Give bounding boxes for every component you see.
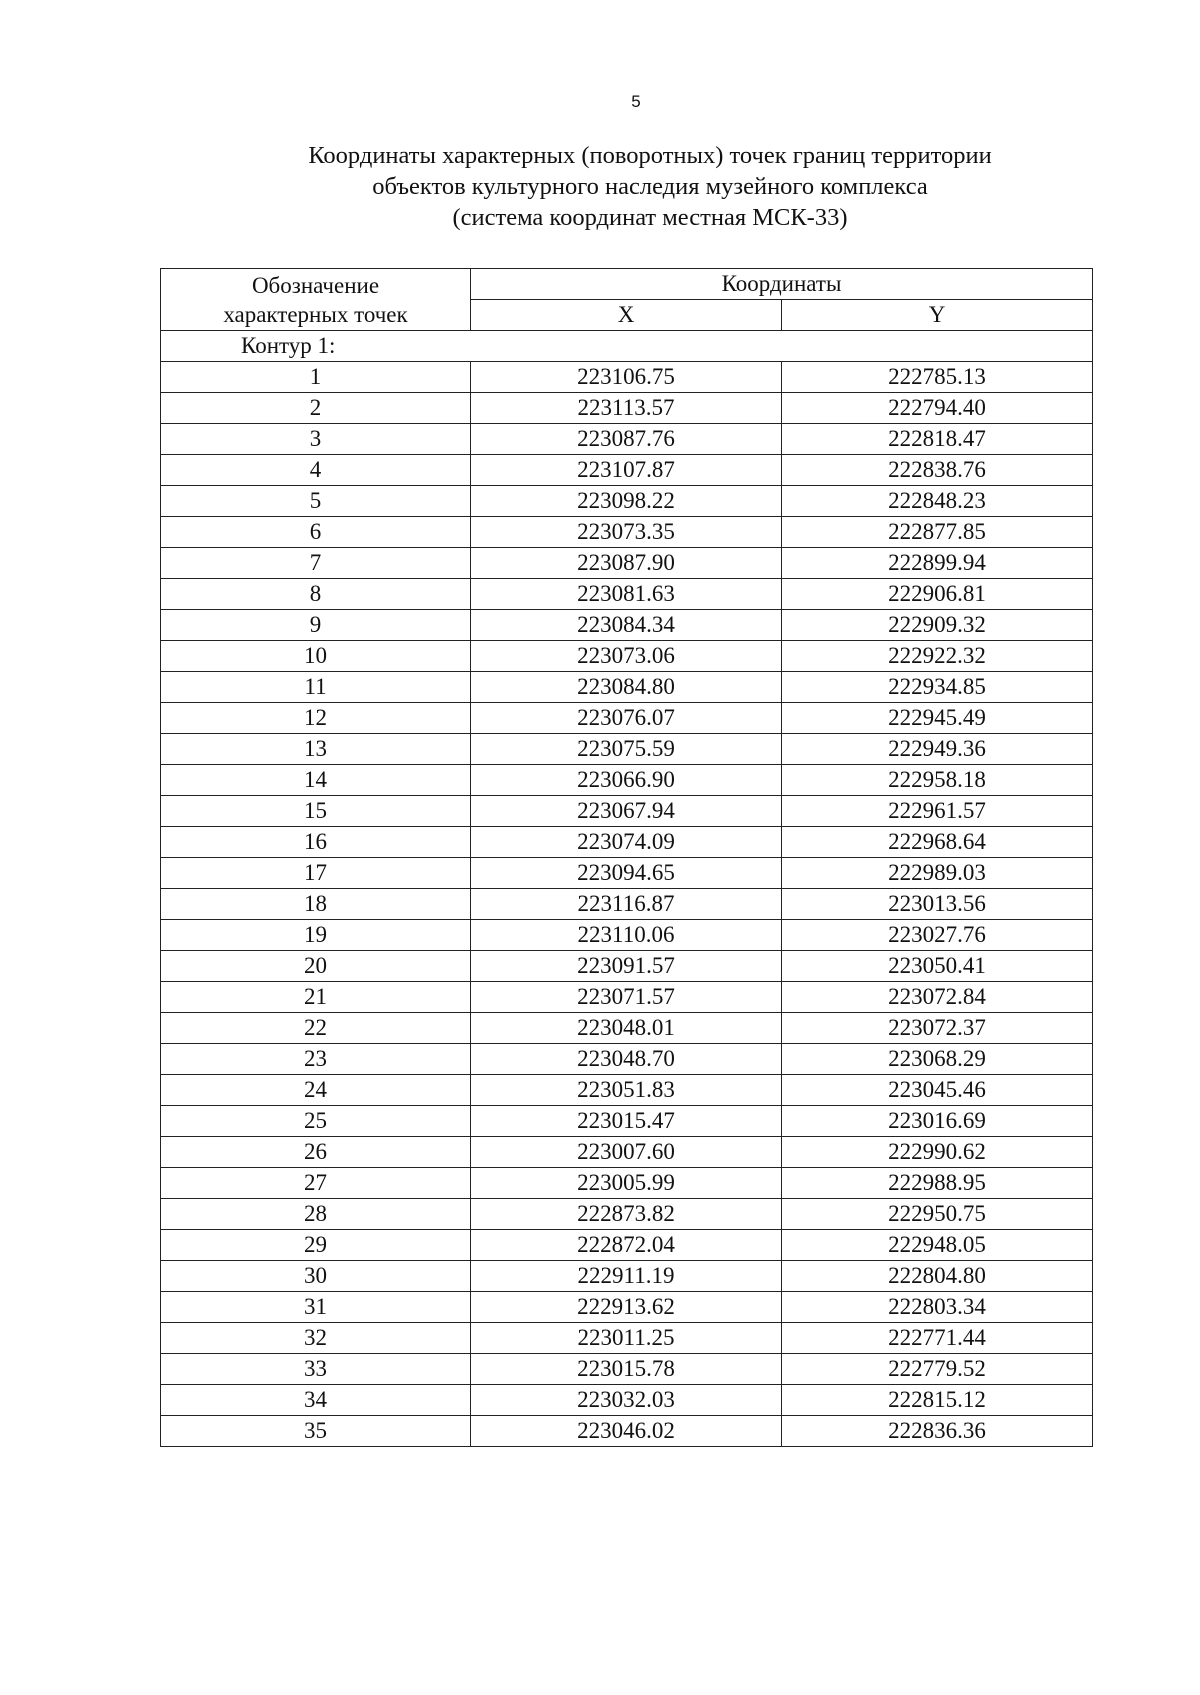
table-row <box>161 1230 1093 1261</box>
point-number-cell: 13 <box>161 734 471 765</box>
x-coordinate-cell: 223007.60 <box>471 1137 782 1168</box>
y-coordinate-cell: 222961.57 <box>782 796 1093 827</box>
point-number-cell: 20 <box>161 951 471 982</box>
y-coordinate-cell: 222804.80 <box>782 1261 1093 1292</box>
x-coordinate-cell: 222911.19 <box>471 1261 782 1292</box>
y-coordinate-cell: 223013.56 <box>782 889 1093 920</box>
point-number-cell: 4 <box>161 455 471 486</box>
x-coordinate-cell: 223073.35 <box>471 517 782 548</box>
y-coordinate-cell: 222771.44 <box>782 1323 1093 1354</box>
y-coordinate-cell: 222803.34 <box>782 1292 1093 1323</box>
table-row <box>161 1323 1093 1354</box>
table-row <box>161 920 1093 951</box>
table-row <box>161 827 1093 858</box>
x-coordinate-cell: 223005.99 <box>471 1168 782 1199</box>
point-number-cell: 25 <box>161 1106 471 1137</box>
point-number-cell: 34 <box>161 1385 471 1416</box>
point-number-cell: 1 <box>161 362 471 393</box>
title-line-1: Координаты характерных (поворотных) точек границ территории <box>308 142 992 169</box>
x-coordinate-cell: 222913.62 <box>471 1292 782 1323</box>
x-coordinate-cell: 223015.78 <box>471 1354 782 1385</box>
x-coordinate-cell: 222872.04 <box>471 1230 782 1261</box>
y-coordinate-cell: 222848.23 <box>782 486 1093 517</box>
y-coordinate-cell: 222948.05 <box>782 1230 1093 1261</box>
table-row <box>161 393 1093 424</box>
x-coordinate-cell: 223066.90 <box>471 765 782 796</box>
point-number-cell: 5 <box>161 486 471 517</box>
y-coordinate-cell: 222906.81 <box>782 579 1093 610</box>
y-coordinate-cell: 222909.32 <box>782 610 1093 641</box>
x-coordinate-cell: 223075.59 <box>471 734 782 765</box>
point-number-cell: 30 <box>161 1261 471 1292</box>
x-coordinate-cell: 223046.02 <box>471 1416 782 1447</box>
x-coordinate-cell: 223084.80 <box>471 672 782 703</box>
table-row <box>161 1199 1093 1230</box>
y-coordinate-cell: 222922.32 <box>782 641 1093 672</box>
y-coordinate-cell: 222934.85 <box>782 672 1093 703</box>
point-number-cell: 23 <box>161 1044 471 1075</box>
point-number-cell: 27 <box>161 1168 471 1199</box>
y-coordinate-cell: 222949.36 <box>782 734 1093 765</box>
point-number-cell: 21 <box>161 982 471 1013</box>
table-row <box>161 765 1093 796</box>
x-coordinate-cell: 223067.94 <box>471 796 782 827</box>
title-line-2: объектов культурного наследия музейного комплекса <box>372 173 928 200</box>
point-number-cell: 33 <box>161 1354 471 1385</box>
y-coordinate-cell: 222815.12 <box>782 1385 1093 1416</box>
x-coordinate-cell: 223073.06 <box>471 641 782 672</box>
y-coordinate-cell: 222838.76 <box>782 455 1093 486</box>
y-coordinate-cell: 222877.85 <box>782 517 1093 548</box>
y-coordinate-cell: 222836.36 <box>782 1416 1093 1447</box>
table-row <box>161 1385 1093 1416</box>
point-number-cell: 3 <box>161 424 471 455</box>
point-number-cell: 35 <box>161 1416 471 1447</box>
table-row <box>161 548 1093 579</box>
y-coordinate-cell: 223027.76 <box>782 920 1093 951</box>
table-row <box>161 1137 1093 1168</box>
table-row <box>161 796 1093 827</box>
point-number-cell: 22 <box>161 1013 471 1044</box>
point-number-cell: 31 <box>161 1292 471 1323</box>
x-coordinate-cell: 223107.87 <box>471 455 782 486</box>
y-coordinate-cell: 222968.64 <box>782 827 1093 858</box>
table-header-row <box>161 269 1093 300</box>
point-number-cell: 24 <box>161 1075 471 1106</box>
table-row <box>161 486 1093 517</box>
point-number-cell: 7 <box>161 548 471 579</box>
point-number-cell: 19 <box>161 920 471 951</box>
x-coordinate-cell: 223076.07 <box>471 703 782 734</box>
y-coordinate-cell: 223068.29 <box>782 1044 1093 1075</box>
point-number-cell: 9 <box>161 610 471 641</box>
table-row <box>161 641 1093 672</box>
table-row <box>161 579 1093 610</box>
y-coordinate-cell: 223016.69 <box>782 1106 1093 1137</box>
document-title <box>150 140 1150 233</box>
point-number-cell: 18 <box>161 889 471 920</box>
point-number-cell: 14 <box>161 765 471 796</box>
header-y: Y <box>782 300 1093 331</box>
header-designation-line-1: Обозначение <box>251 273 380 298</box>
x-coordinate-cell: 223113.57 <box>471 393 782 424</box>
y-coordinate-cell: 222988.95 <box>782 1168 1093 1199</box>
x-coordinate-cell: 223116.87 <box>471 889 782 920</box>
table-row <box>161 1354 1093 1385</box>
y-coordinate-cell: 222958.18 <box>782 765 1093 796</box>
header-designation-line-2: характерных точек <box>223 302 408 327</box>
table-row <box>161 1013 1093 1044</box>
x-coordinate-cell: 223051.83 <box>471 1075 782 1106</box>
table-row <box>161 517 1093 548</box>
table-row <box>161 362 1093 393</box>
x-coordinate-cell: 223032.03 <box>471 1385 782 1416</box>
y-coordinate-cell: 222785.13 <box>782 362 1093 393</box>
point-number-cell: 28 <box>161 1199 471 1230</box>
table-row <box>161 1044 1093 1075</box>
title-line-3: (система координат местная МСК-33) <box>452 204 848 231</box>
x-coordinate-cell: 223011.25 <box>471 1323 782 1354</box>
table-row <box>161 1106 1093 1137</box>
x-coordinate-cell: 223081.63 <box>471 579 782 610</box>
table-row <box>161 734 1093 765</box>
table-row <box>161 703 1093 734</box>
table-row <box>161 889 1093 920</box>
y-coordinate-cell: 223045.46 <box>782 1075 1093 1106</box>
header-point-designation <box>161 269 471 331</box>
x-coordinate-cell: 223074.09 <box>471 827 782 858</box>
table-row <box>161 455 1093 486</box>
point-number-cell: 12 <box>161 703 471 734</box>
x-coordinate-cell: 222873.82 <box>471 1199 782 1230</box>
y-coordinate-cell: 222899.94 <box>782 548 1093 579</box>
x-coordinate-cell: 223094.65 <box>471 858 782 889</box>
header-coordinates: Координаты <box>471 269 1093 300</box>
y-coordinate-cell: 222818.47 <box>782 424 1093 455</box>
x-coordinate-cell: 223087.76 <box>471 424 782 455</box>
point-number-cell: 2 <box>161 393 471 424</box>
x-coordinate-cell: 223098.22 <box>471 486 782 517</box>
table-row <box>161 982 1093 1013</box>
point-number-cell: 29 <box>161 1230 471 1261</box>
table-row <box>161 1416 1093 1447</box>
x-coordinate-cell: 223071.57 <box>471 982 782 1013</box>
point-number-cell: 6 <box>161 517 471 548</box>
header-x: X <box>471 300 782 331</box>
table-row <box>161 1292 1093 1323</box>
table-row <box>161 1075 1093 1106</box>
x-coordinate-cell: 223084.34 <box>471 610 782 641</box>
x-coordinate-cell: 223091.57 <box>471 951 782 982</box>
point-number-cell: 16 <box>161 827 471 858</box>
x-coordinate-cell: 223110.06 <box>471 920 782 951</box>
y-coordinate-cell: 222950.75 <box>782 1199 1093 1230</box>
y-coordinate-cell: 223072.37 <box>782 1013 1093 1044</box>
y-coordinate-cell: 223072.84 <box>782 982 1093 1013</box>
table-row <box>161 424 1093 455</box>
x-coordinate-cell: 223048.70 <box>471 1044 782 1075</box>
point-number-cell: 11 <box>161 672 471 703</box>
table-row <box>161 951 1093 982</box>
table-row <box>161 1261 1093 1292</box>
x-coordinate-cell: 223015.47 <box>471 1106 782 1137</box>
x-coordinate-cell: 223087.90 <box>471 548 782 579</box>
y-coordinate-cell: 222779.52 <box>782 1354 1093 1385</box>
contour-row <box>161 331 1093 362</box>
y-coordinate-cell: 222989.03 <box>782 858 1093 889</box>
table-row <box>161 1168 1093 1199</box>
coordinates-table <box>160 268 1093 1447</box>
x-coordinate-cell: 223106.75 <box>471 362 782 393</box>
point-number-cell: 15 <box>161 796 471 827</box>
point-number-cell: 26 <box>161 1137 471 1168</box>
contour-label: Контур 1: <box>161 331 1093 362</box>
page-number: 5 <box>631 92 641 111</box>
y-coordinate-cell: 222945.49 <box>782 703 1093 734</box>
point-number-cell: 10 <box>161 641 471 672</box>
y-coordinate-cell: 222794.40 <box>782 393 1093 424</box>
table-row <box>161 610 1093 641</box>
point-number-cell: 32 <box>161 1323 471 1354</box>
table-row <box>161 858 1093 889</box>
point-number-cell: 17 <box>161 858 471 889</box>
table-row <box>161 672 1093 703</box>
y-coordinate-cell: 223050.41 <box>782 951 1093 982</box>
point-number-cell: 8 <box>161 579 471 610</box>
y-coordinate-cell: 222990.62 <box>782 1137 1093 1168</box>
x-coordinate-cell: 223048.01 <box>471 1013 782 1044</box>
